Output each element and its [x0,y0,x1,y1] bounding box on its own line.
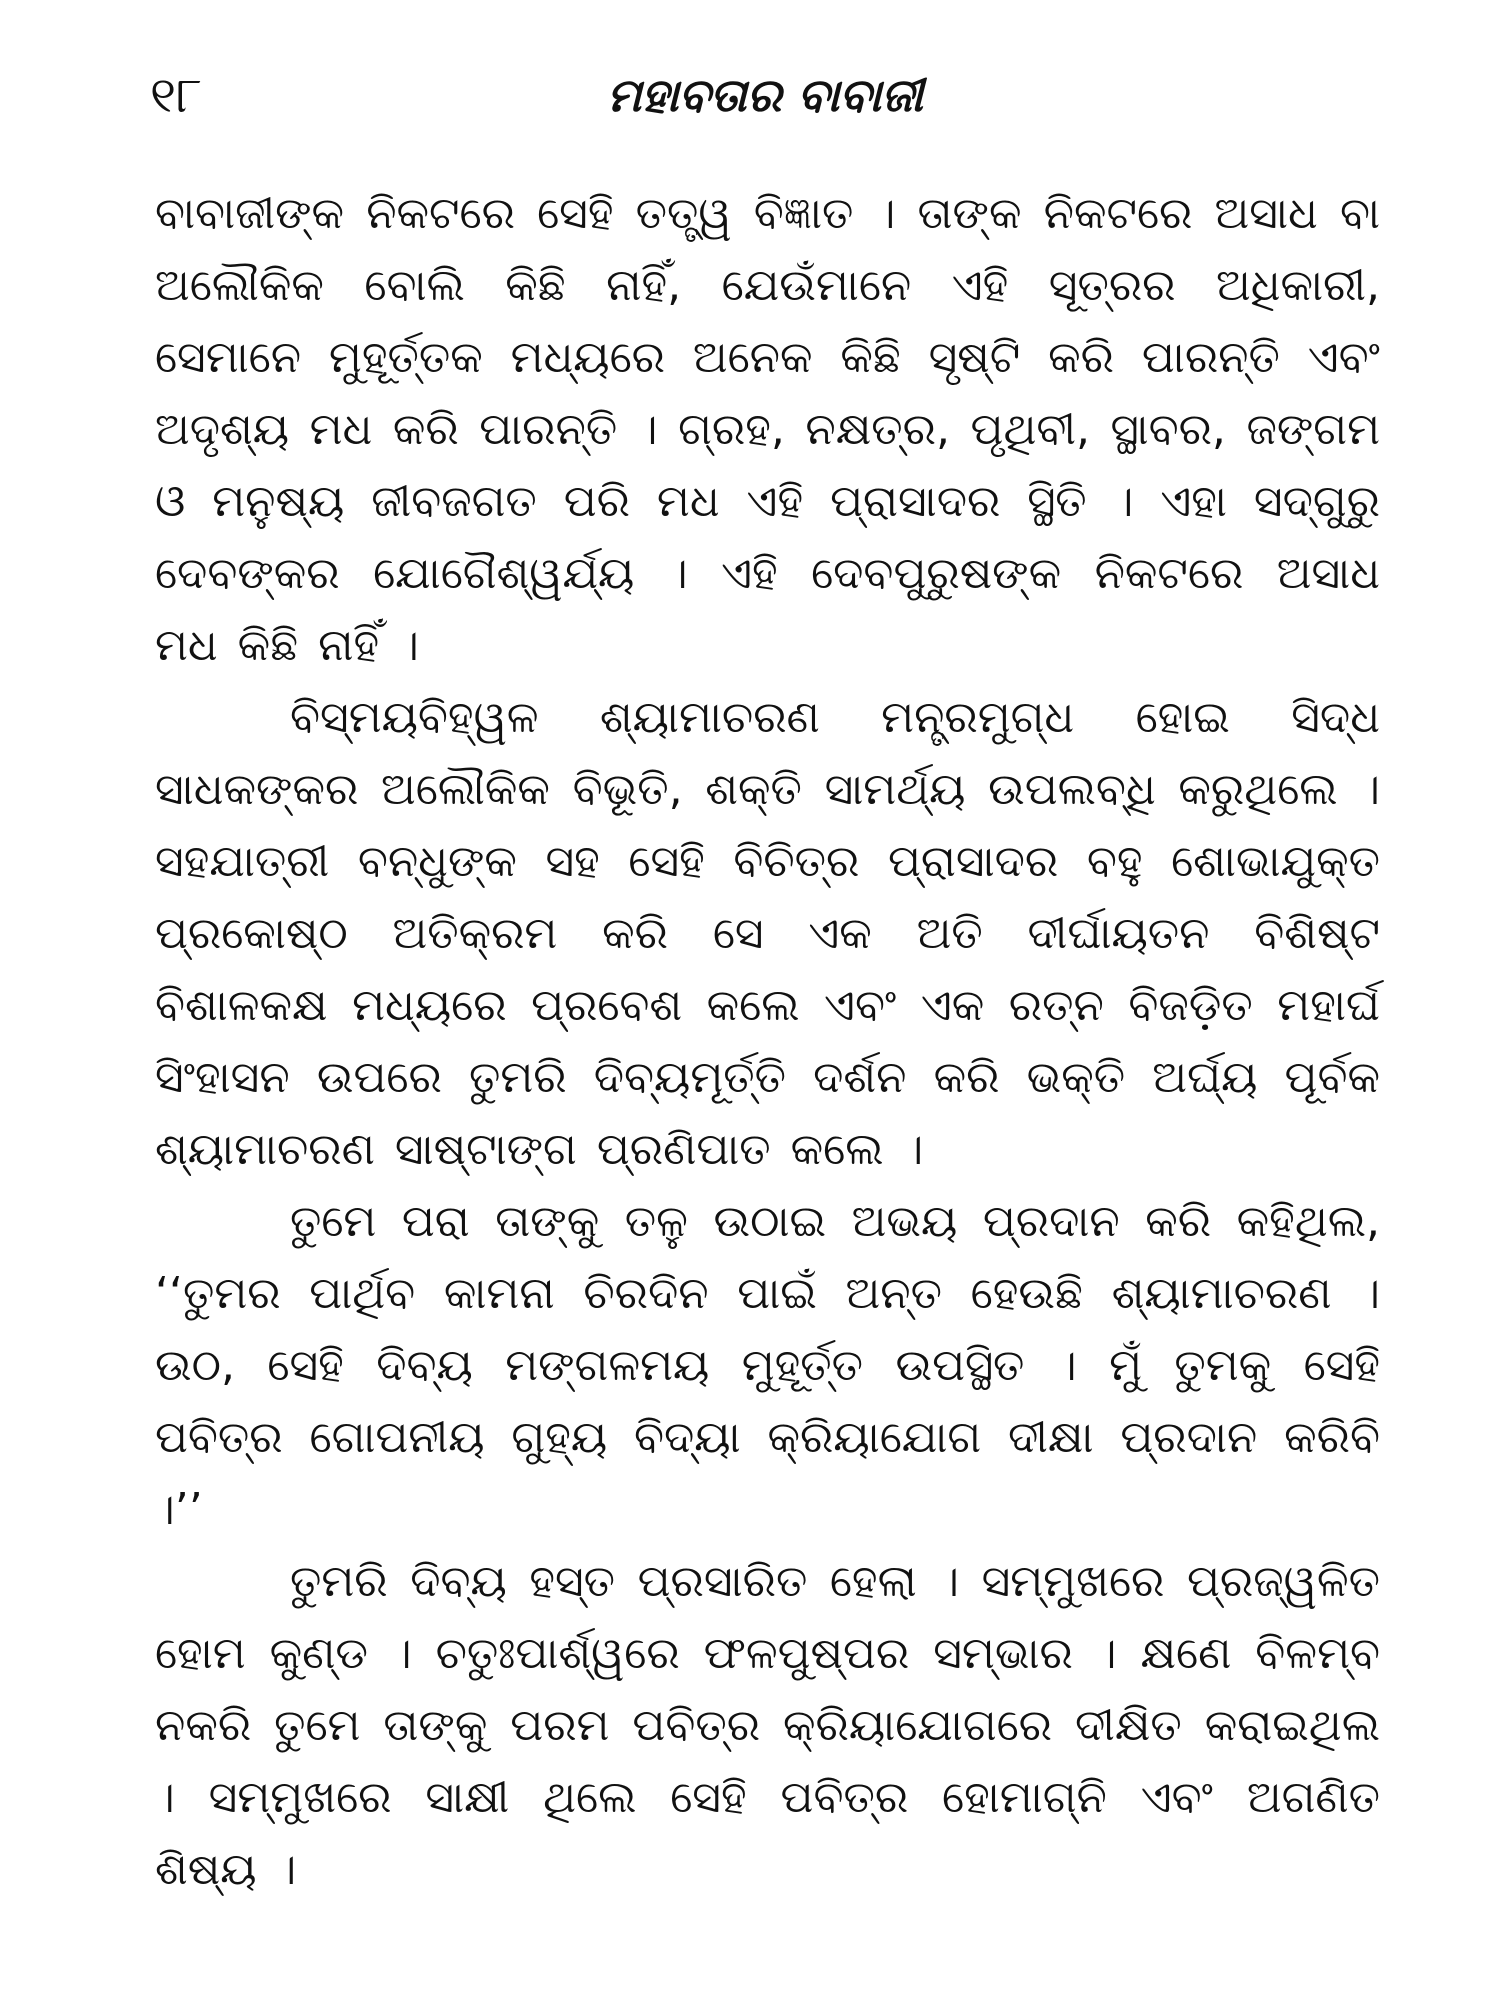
running-title: ମହାବତାର ବାବାଜୀ [606,68,924,122]
paragraph-4: ତୁମରି ଦିବ୍ୟ ହସ୍ତ ପ୍ରସାରିତ ହେଲା । ସମ୍ମୁଖରେ ପ୍ରଜ୍ୱଳିତ ହୋମ କୁଣ୍ଡ । ଚତୁଃପାର୍ଶ୍ୱରେ ଫଳପୁଷ୍ପର ସମ୍ଭାର । କ୍ଷଣେ ବିଳମ୍ବ ନକରି ତୁମେ ତାଙ୍କୁ ପରମ ପବିତ୍ର କ୍ରିୟାଯୋଗରେ ଦୀକ୍ଷିତ କରାଇଥିଲ । ସମ୍ମୁଖରେ ସାକ୍ଷୀ ଥିଲେ ସେହି ପବିତ୍ର ହୋମାଗ୍ନି ଏବଂ ଅଗଣିତ ଶିଷ୍ୟ । [155,1556,1380,1895]
paragraph-2: ବିସ୍ମୟବିହ୍ୱଳ ଶ୍ୟାମାଚରଣ ମନ୍ତ୍ରମୁଗ୍ଧ ହୋଇ ସିଦ୍ଧ ସାଧକଙ୍କର ଅଲୌକିକ ବିଭୂତି, ଶକ୍ତି ସାମର୍ଥ୍ୟ ଉପଲବ୍ଧି କରୁଥିଲେ । ସହଯାତ୍ରୀ ବନ୍ଧୁଙ୍କ ସହ ସେହି ବିଚିତ୍ର ପ୍ରାସାଦର ବହୁ ଶୋଭାଯୁକ୍ତ ପ୍ରକୋଷ୍ଠ ଅତିକ୍ରମ କରି ସେ ଏକ ଅତି ଦୀର୍ଘାୟତନ ବିଶିଷ୍ଟ ବିଶାଳକକ୍ଷ ମଧ୍ୟରେ ପ୍ରବେଶ କଲେ ଏବଂ ଏକ ରତ୍ନ ବିଜଡ଼ିତ ମହାର୍ଘ ସିଂହାସନ ଉପରେ ତୁମରି ଦିବ୍ୟମୂର୍ତ୍ତି ଦର୍ଶନ କରି ଭକ୍ତି ଅର୍ଘ୍ୟ ପୂର୍ବକ ଶ୍ୟାମାଚରଣ ସାଷ୍ଟାଙ୍ଗ ପ୍ରଣିପାତ କଲେ । [155,692,1380,1175]
page-number: ୧୮ [150,66,203,124]
page-header [150,55,1380,135]
body-text [155,178,1380,1906]
paragraph-1: ବାବାଜୀଙ୍କ ନିକଟରେ ସେହି ତତ୍ତ୍ୱ ବିଜ୍ଞାତ । ତାଙ୍କ ନିକଟରେ ଅସାଧ ବା ଅଲୌକିକ ବୋଲି କିଛି ନାହିଁ, ଯେଉଁମାନେ ଏହି ସୂତ୍ରର ଅଧିକାରୀ, ସେମାନେ ମୁହୂର୍ତ୍ତକ ମଧ୍ୟରେ ଅନେକ କିଛି ସୃଷ୍ଟି କରି ପାରନ୍ତି ଏବଂ ଅଦୃଶ୍ୟ ମଧ କରି ପାରନ୍ତି । ଗ୍ରହ, ନକ୍ଷତ୍ର, ପୃଥିବୀ, ସ୍ଥାବର, ଜଙ୍ଗମ ଓ ମନୁଷ୍ୟ ଜୀବଜଗତ ପରି ମଧ ଏହି ପ୍ରାସାଦର ସ୍ଥିତି । ଏହା ସଦ୍‌ଗୁରୁ ଦେବଙ୍କର ଯୋଗୈଶ୍ୱର୍ଯ୍ୟ । ଏହି ଦେବପୁରୁଷଙ୍କ ନିକଟରେ ଅସାଧ ମଧ କିଛି ନାହିଁ । [155,188,1380,671]
paragraph-3: ତୁମେ ପରା ତାଙ୍କୁ ତଳୁ ଉଠାଇ ଅଭୟ ପ୍ରଦାନ କରି କହିଥିଲ, ‘‘ତୁମର ପାର୍ଥିବ କାମନା ଚିରଦିନ ପାଇଁ ଅନ୍ତ ହେଉଛି ଶ୍ୟାମାଚରଣ । ଉଠ, ସେହି ଦିବ୍ୟ ମଙ୍ଗଳମୟ ମୁହୂର୍ତ୍ତ ଉପସ୍ଥିତ । ମୁଁ ତୁମକୁ ସେହି ପବିତ୍ର ଗୋପନୀୟ ଗୁହ୍ୟ ବିଦ୍ୟା କ୍ରିୟାଯୋଗ ଦୀକ୍ଷା ପ୍ରଦାନ କରିବି ।’’ [155,1196,1380,1535]
